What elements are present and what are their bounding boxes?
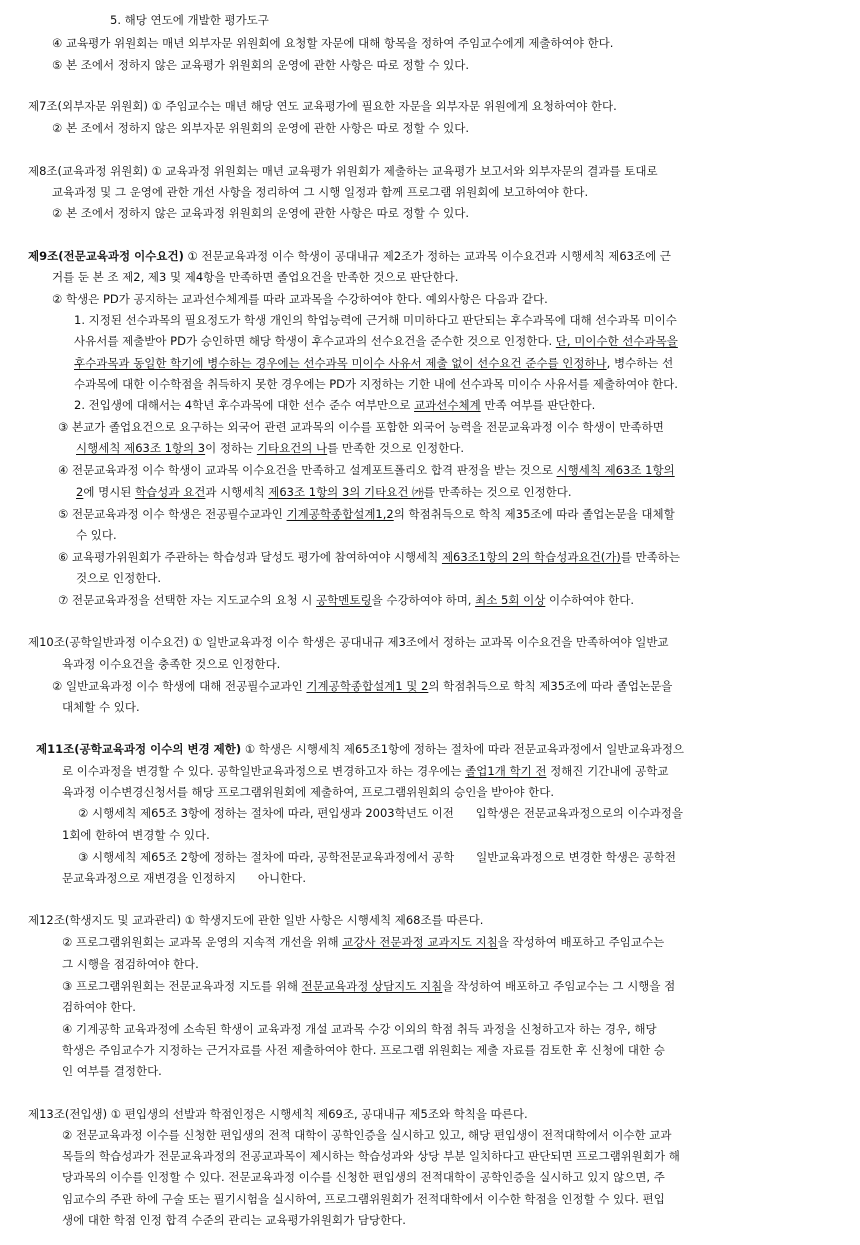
article-12-paragraph-4-line-2: 학생은 주임교수가 지정하는 근거자료를 사전 제출하여야 한다. 프로그램 위원회는 제출 자료를 검토한 후 신청에 대한 승 [62, 1043, 665, 1057]
article-9-paragraph-5: ⑤ 전문교육과정 이수 학생은 전공필수교과인 기계공학종합설계1,2의 학점취득으로 학칙 제35조에 따라 졸업논문을 대체할 [58, 507, 675, 521]
article-13-paragraph-2-line-4: 임교수의 주관 하에 구술 또는 필기시험을 실시하여, 프로그램위원회가 전적대학에서 이수한 학점을 인정할 수 있다. 편입 [62, 1192, 665, 1206]
article-9-paragraph-7: ⑦ 전문교육과정을 선택한 자는 지도교수의 요청 시 공학멘토링을 수강하여야 하며, 최소 5회 이상 이수하여야 한다. [58, 593, 635, 607]
article-9-paragraph-3-line-2: 시행세칙 제63조 1항의 3이 정하는 기타요건의 나를 만족한 것으로 인정한다. [76, 441, 464, 455]
article-13-paragraph-2-line-3: 당과목의 이수를 인정할 수 있다. 전문교육과정 이수를 신청한 편입생의 전적대학이 공학인증을 실시하고 있지 않으면, 주 [62, 1170, 665, 1184]
article-12-paragraph-3-line-2: 검하여야 한다. [62, 1000, 136, 1014]
article-6-paragraph-4: ④ 교육평가 위원회는 매년 외부자문 위원회에 요청할 자문에 대해 항목을 정하여 주임교수에게 제출하여야 한다. [52, 36, 614, 50]
article-6-item-5: 5. 해당 연도에 개발한 평가도구 [110, 13, 269, 27]
article-12-heading: 제12조(학생지도 및 교과관리) ① 학생지도에 관한 일반 사항은 시행세칙 제68조를 따른다. [28, 913, 484, 927]
article-11-title: 제11조(공학교육과정 이수의 변경 제한) [36, 742, 242, 756]
article-10-paragraph-2: ② 일반교육과정 이수 학생에 대해 전공필수교과인 기계공학종합설계1 및 2의 학점취득으로 학칙 제35조에 따라 졸업논문을 [52, 679, 673, 693]
article-9-paragraph-5-line-2: 수 있다. [76, 528, 117, 542]
article-11-paragraph-3: ③ 시행세칙 제65조 2항에 정하는 절차에 따라, 공학전문교육과정에서 공학 일반교육과정으로 변경한 학생은 공학전 [78, 850, 676, 864]
article-10-heading: 제10조(공학일반과정 이수요건) ① 일반교육과정 이수 학생은 공대내규 제3조에서 정하는 교과목 이수요건을 만족하여야 일반교 [28, 635, 669, 649]
article-10-line-2: 육과정 이수요건을 충족한 것으로 인정한다. [62, 657, 281, 671]
article-11-paragraph-2-line-2: 1회에 한하여 변경할 수 있다. [62, 828, 210, 842]
article-11-paragraph-2: ② 시행세칙 제65조 3항에 정하는 절차에 따라, 편입생과 2003학년도 이전 입학생은 전문교육과정으로의 이수과정을 [78, 806, 684, 820]
article-9-title: 제9조(전문교육과정 이수요건) [28, 249, 184, 263]
article-9-paragraph-6-line-2: 것으로 인정한다. [76, 571, 162, 585]
article-9-item-1-line-4: 수과목에 대한 이수학점을 취득하지 못한 경우에는 PD가 지정하는 기한 내에 선수과목 미이수 사유서를 제출하여야 한다. [74, 377, 678, 391]
article-13-paragraph-2-line-5: 생에 대한 학점 인정 합격 수준의 관리는 교육평가위원회가 담당한다. [62, 1213, 406, 1227]
article-11-heading: 제11조(공학교육과정 이수의 변경 제한) ① 학생은 시행세칙 제65조1항에 정하는 절차에 따라 전문교육과정에서 일반교육과정으 [36, 742, 685, 756]
article-12-paragraph-2-line-2: 그 시행을 점검하여야 한다. [62, 957, 199, 971]
article-10-paragraph-2-line-2: 대체할 수 있다. [62, 700, 140, 714]
article-12-paragraph-3: ③ 프로그램위원회는 전문교육과정 지도를 위해 전문교육과정 상담지도 지침을 작성하여 배포하고 주임교수는 그 시행을 점 [62, 979, 676, 993]
article-13-heading: 제13조(전입생) ① 편입생의 선발과 학점인정은 시행세칙 제69조, 공대내규 제5조와 학칙을 따른다. [28, 1107, 528, 1121]
article-7-heading: 제7조(외부자문 위원회) ① 주임교수는 매년 해당 연도 교육평가에 필요한 자문을 외부자문 위원에게 요청하여야 한다. [28, 99, 617, 113]
article-9-paragraph-3: ③ 본교가 졸업요건으로 요구하는 외국어 관련 교과목의 이수를 포함한 외국어 능력을 전문교육과정 이수 학생이 만족하면 [58, 420, 664, 434]
article-13-paragraph-2: ② 전문교육과정 이수를 신청한 편입생의 전적 대학이 공학인증을 실시하고 있고, 해당 편입생이 전적대학에서 이수한 교과 [62, 1128, 672, 1142]
article-12-paragraph-4: ④ 기계공학 교육과정에 소속된 학생이 교육과정 개설 교과목 수강 이외의 학점 취득 과정을 신청하고자 하는 경우, 해당 [62, 1022, 657, 1036]
article-9-paragraph-4: ④ 전문교육과정 이수 학생이 교과목 이수요건을 만족하고 설계포트폴리오 합격 판정을 받는 것으로 시행세칙 제63조 1항의 [58, 463, 675, 477]
article-6-paragraph-5: ⑤ 본 조에서 정하지 않은 교육평가 위원회의 운영에 관한 사항은 따로 정할 수 있다. [52, 58, 469, 72]
article-9-paragraph-4-line-2: 2에 명시된 학습성과 요건과 시행세칙 제63조 1항의 3의 기타요건 ㈎를 만족하는 것으로 인정한다. [76, 485, 572, 499]
article-8-heading: 제8조(교육과정 위원회) ① 교육과정 위원회는 매년 교육평가 위원회가 제출하는 교육평가 보고서와 외부자문의 결과를 토대로 [28, 164, 658, 178]
article-7-paragraph-2: ② 본 조에서 정하지 않은 외부자문 위원회의 운영에 관한 사항은 따로 정할 수 있다. [52, 121, 469, 135]
article-11-line-3: 육과정 이수변경신청서를 해당 프로그램위원회에 제출하여, 프로그램위원회의 승인을 받아야 한다. [62, 785, 555, 799]
article-9-paragraph-2: ② 학생은 PD가 공지하는 교과선수체계를 따라 교과목을 수강하여야 한다. 예외사항은 다음과 같다. [52, 292, 548, 306]
article-9-item-1: 1. 지정된 선수과목의 필요정도가 학생 개인의 학업능력에 근거해 미미하다고 판단되는 후수과목에 대해 선수과목 미이수 [74, 313, 677, 327]
article-9-item-1-line-2: 사유서를 제출받아 PD가 승인하면 해당 학생이 후수교과의 선수요건을 준수한 것으로 인정한다. 단, 미이수한 선수과목을 [74, 334, 678, 348]
article-9-paragraph-6: ⑥ 교육평가위원회가 주관하는 학습성과 달성도 평가에 참여하여야 시행세칙 제63조1항의 2의 학습성과요건(가)를 만족하는 [58, 550, 680, 564]
article-13-paragraph-2-line-2: 목들의 학습성과가 전문교육과정의 전공교과목이 제시하는 학습성과와 상당 부분 일치하다고 판단되면 프로그램위원회가 해 [62, 1149, 680, 1163]
article-8-line-2: 교육과정 및 그 운영에 관한 개선 사항을 정리하여 그 시행 일정과 함께 프로그램 위원회에 보고하여야 한다. [52, 185, 589, 199]
article-12-paragraph-4-line-3: 인 여부를 결정한다. [62, 1064, 162, 1078]
article-11-line-2: 로 이수과정을 변경할 수 있다. 공학일반교육과정으로 변경하고자 하는 경우에는 졸업1개 학기 전 정해진 기간내에 공학교 [62, 764, 669, 778]
article-9-heading: 제9조(전문교육과정 이수요건) ① 전문교육과정 이수 학생이 공대내규 제2조가 정하는 교과목 이수요건과 시행세칙 제63조에 근 [28, 249, 671, 263]
article-8-paragraph-2: ② 본 조에서 정하지 않은 교육과정 위원회의 운영에 관한 사항은 따로 정할 수 있다. [52, 206, 469, 220]
article-9-item-2: 2. 전입생에 대해서는 4학년 후수과목에 대한 선수 준수 여부만으로 교과선수체계 만족 여부를 판단한다. [74, 398, 596, 412]
article-12-paragraph-2: ② 프로그램위원회는 교과목 운영의 지속적 개선을 위해 교강사 전문과정 교과지도 지침을 작성하여 배포하고 주임교수는 [62, 935, 665, 949]
article-11-paragraph-3-line-2: 문교육과정으로 재변경을 인정하지 아니한다. [62, 871, 306, 885]
article-9-line-2: 거를 둔 본 조 제2, 제3 및 제4항을 만족하면 졸업요건을 만족한 것으로 판단한다. [52, 270, 459, 284]
article-9-item-1-line-3: 후수과목과 동일한 학기에 병수하는 경우에는 선수과목 미이수 사유서 제출 없이 선수요건 준수를 인정하나, 병수하는 선 [74, 356, 674, 370]
